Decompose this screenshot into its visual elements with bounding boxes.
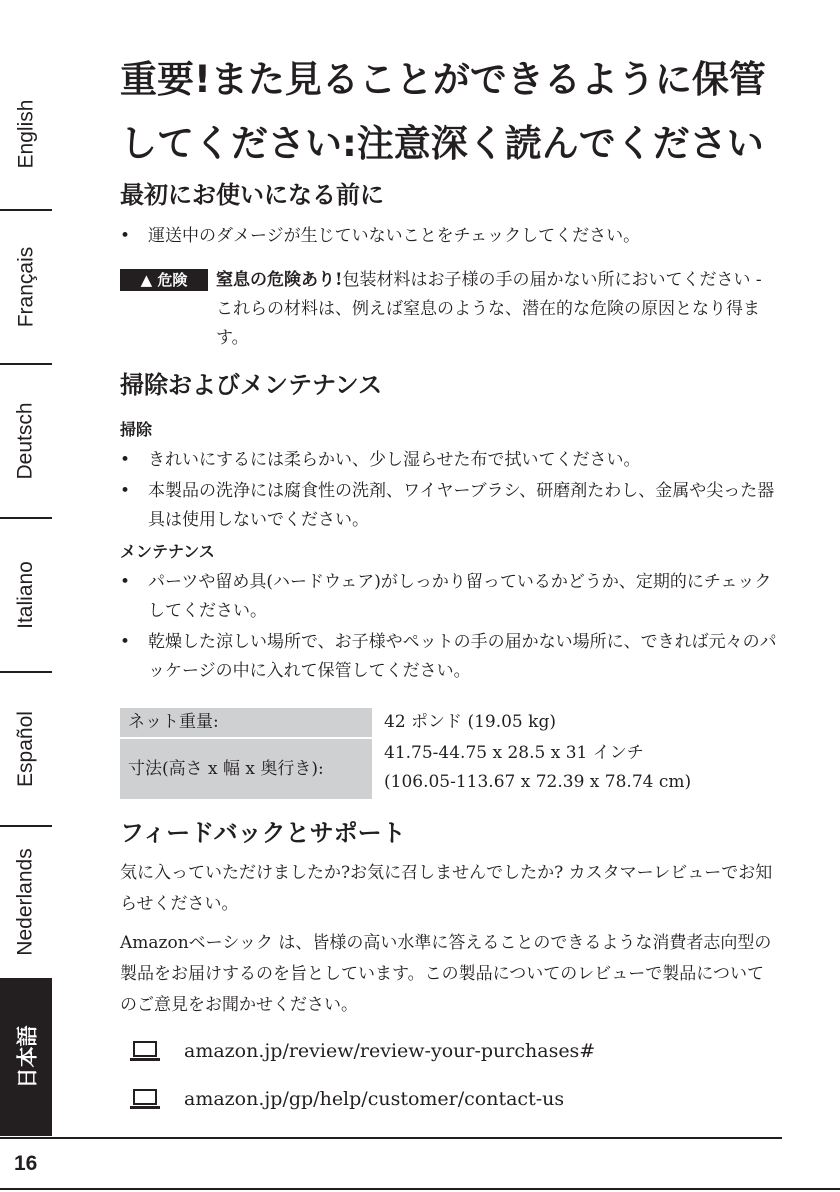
feedback-paragraph-1: 気に入っていただけましたか?お気に召しませんでしたか? カスタマーレビューでお知らせください。 bbox=[120, 863, 773, 914]
tab-espanol[interactable] bbox=[0, 674, 52, 824]
laptop-icon bbox=[130, 1088, 160, 1110]
tab-divider bbox=[0, 825, 52, 827]
dims-value-line1: 41.75-44.75 x 28.5 x 31 インチ bbox=[384, 743, 644, 763]
maintenance-list bbox=[120, 568, 780, 688]
dims-label: 寸法(高さ x 幅 x 奥行き): bbox=[120, 739, 372, 799]
tab-label-francais: Français bbox=[14, 246, 37, 328]
tab-label-japanese: 日本語 bbox=[15, 1025, 39, 1089]
contact-link[interactable]: amazon.jp/gp/help/customer/contact-us bbox=[184, 1088, 565, 1110]
dims-value bbox=[372, 739, 691, 799]
weight-value: 42 ポンド (19.05 kg) bbox=[384, 712, 556, 732]
first-use-list bbox=[120, 222, 780, 253]
list-item: • きれいにするには柔らかい、少し湿らせた布で拭いてください。 bbox=[120, 446, 780, 475]
dims-value-line2: (106.05-113.67 x 72.39 x 78.74 cm) bbox=[384, 772, 692, 792]
tab-italiano[interactable] bbox=[0, 520, 52, 670]
danger-warning bbox=[120, 266, 780, 353]
tab-deutsch[interactable] bbox=[0, 366, 52, 516]
subheading-cleaning: 掃除 bbox=[120, 420, 153, 439]
review-link-row bbox=[130, 1040, 595, 1062]
laptop-icon bbox=[130, 1040, 160, 1062]
warning-lead: 窒息の危険あり! bbox=[216, 270, 343, 290]
weight-label: ネット重量: bbox=[120, 708, 372, 737]
tab-label-nederlands: Nederlands bbox=[14, 848, 37, 956]
tab-japanese-active[interactable] bbox=[0, 978, 52, 1136]
list-item: • 運送中のダメージが生じていないことをチェックしてください。 bbox=[120, 222, 780, 251]
spec-table bbox=[120, 706, 691, 801]
footer-divider bbox=[0, 1137, 782, 1139]
tab-divider bbox=[0, 671, 52, 673]
list-item: • 本製品の洗浄には腐食性の洗剤、ワイヤーブラシ、研磨剤たわし、金属や尖った器具は使用しないでください。 bbox=[120, 477, 780, 535]
feedback-paragraph-2: Amazonベーシック は、皆様の高い水準に答えることのできるような消費者志向型の製品をお届けするのを旨としています。この製品についてのレビューで製品についてのご意見をお聞かせください。 bbox=[120, 933, 772, 1015]
tab-nederlands[interactable] bbox=[0, 828, 52, 976]
page-title: 重要!また見ることができるように保管してください:注意深く読んでください bbox=[120, 58, 766, 165]
cleaning-list bbox=[120, 446, 780, 537]
section-heading-care: 掃除およびメンテナンス bbox=[120, 371, 383, 399]
contact-link-row bbox=[130, 1088, 564, 1110]
review-link[interactable]: amazon.jp/review/review-your-purchases# bbox=[184, 1040, 596, 1062]
tab-english[interactable] bbox=[0, 60, 52, 208]
tab-label-deutsch: Deutsch bbox=[14, 402, 38, 480]
table-row bbox=[120, 708, 691, 737]
tab-francais[interactable] bbox=[0, 212, 52, 362]
subheading-maintenance: メンテナンス bbox=[120, 542, 215, 561]
tab-divider bbox=[0, 363, 52, 365]
warning-body bbox=[216, 266, 780, 353]
warning-text: 包装材料はお子様の手の届かない所においてください - これらの材料は、例えば窒息のような、潜在的な危険の原因となり得ます。 bbox=[216, 270, 762, 348]
page-bottom-divider bbox=[0, 1188, 840, 1190]
tab-label-italiano: Italiano bbox=[14, 561, 37, 629]
list-item: • 乾燥した涼しい場所で、お子様やペットの手の届かない場所に、できれば元々のパッケージの中に入れて保管してください。 bbox=[120, 628, 780, 686]
section-heading-first-use: 最初にお使いになる前に bbox=[120, 181, 384, 209]
table-row bbox=[120, 739, 691, 799]
tab-divider bbox=[0, 209, 52, 211]
section-heading-feedback: フィードバックとサポート bbox=[120, 819, 406, 847]
danger-badge: ▲ 危険 bbox=[120, 269, 208, 291]
tab-label-english: English bbox=[14, 99, 38, 169]
list-item: • パーツや留め具(ハードウェア)がしっかり留っているかどうか、定期的にチェックしてください。 bbox=[120, 568, 780, 626]
tab-divider bbox=[0, 517, 52, 519]
page-number: 16 bbox=[14, 1152, 38, 1175]
tab-label-espanol: Español bbox=[14, 711, 38, 787]
